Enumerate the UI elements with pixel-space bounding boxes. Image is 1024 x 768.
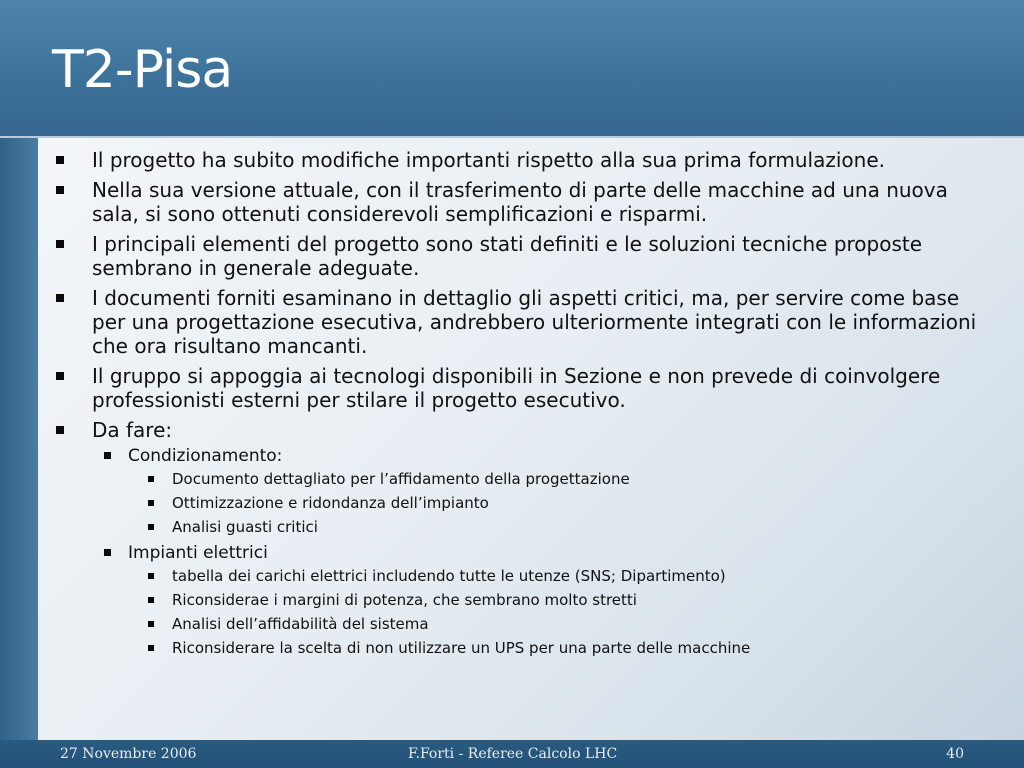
square-bullet-icon [56, 426, 64, 434]
footer-date: 27 Novembre 2006 [60, 746, 197, 762]
todo-item [128, 636, 994, 660]
todo-item-text: Ottimizzazione e ridondanza dell’impianto [172, 494, 489, 512]
square-bullet-icon [148, 597, 154, 603]
square-bullet-icon [56, 186, 64, 194]
todo-item [128, 588, 994, 612]
slide-title: T2-Pisa [52, 40, 233, 100]
todo-item-list [128, 467, 994, 539]
footer-author-event: F.Forti - Referee Calcolo LHC [408, 746, 618, 762]
todo-item [128, 564, 994, 588]
todo-item-text: Riconsiderae i margini di potenza, che sembrano molto stretti [172, 591, 637, 609]
todo-item-text: Documento dettagliato per l’affidamento della progettazione [172, 470, 630, 488]
todo-item-text: tabella dei carichi elettrici includendo tutte le utenze (SNS; Dipartimento) [172, 567, 726, 585]
bullet-item [54, 232, 994, 280]
footer-page-number: 40 [946, 746, 964, 762]
bullet-text: I principali elementi del progetto sono stati definiti e le soluzioni tecniche proposte sembrano in generale adeguate. [92, 232, 923, 280]
todo-item [128, 515, 994, 539]
bullet-text: I documenti forniti esaminano in dettaglio gli aspetti critici, ma, per servire come base per una progettazione esecutiva, andrebbero ulteriormente integrati con le informazioni che ora risultano mancanti. [92, 286, 977, 358]
background-watermark-decoration: ​ [996, 656, 1012, 730]
todo-item [128, 467, 994, 491]
bullet-item [54, 364, 994, 412]
square-bullet-icon [56, 372, 64, 380]
todo-sublist [92, 445, 994, 660]
slide-footer [0, 740, 1024, 768]
bullet-item-todo [54, 418, 994, 660]
square-bullet-icon [148, 476, 154, 482]
todo-item-text: Analisi dell’affidabilità del sistema [172, 615, 429, 633]
bullet-item [54, 286, 994, 358]
square-bullet-icon [104, 452, 111, 459]
todo-category-label: Condizionamento: [128, 446, 283, 466]
todo-category [92, 445, 994, 539]
square-bullet-icon [148, 621, 154, 627]
square-bullet-icon [148, 524, 154, 530]
bullet-text: Nella sua versione attuale, con il trasferimento di parte delle macchine ad una nuova sala, si sono ottenuti considerevoli semplificazioni e risparmi. [92, 178, 948, 226]
todo-category-label: Impianti elettrici [128, 543, 268, 563]
todo-item-list [128, 564, 994, 660]
todo-category [92, 542, 994, 660]
bullet-item [54, 178, 994, 226]
square-bullet-icon [56, 156, 64, 164]
todo-item-text: Analisi guasti critici [172, 518, 318, 536]
bullet-text: Il progetto ha subito modifiche importanti rispetto alla sua prima formulazione. [92, 148, 885, 172]
left-edge-bar [0, 138, 38, 740]
square-bullet-icon [148, 500, 154, 506]
square-bullet-icon [148, 573, 154, 579]
todo-item-text: Riconsiderare la scelta di non utilizzare un UPS per una parte delle macchine [172, 639, 751, 657]
square-bullet-icon [56, 294, 64, 302]
bullet-list [54, 148, 994, 666]
square-bullet-icon [104, 549, 111, 556]
bullet-text: Il gruppo si appoggia ai tecnologi disponibili in Sezione e non prevede di coinvolgere professionisti esterni per stilare il progetto esecutivo. [92, 364, 941, 412]
square-bullet-icon [148, 645, 154, 651]
slide-header [0, 0, 1024, 138]
todo-item [128, 491, 994, 515]
bullet-text: Da fare: [92, 418, 173, 442]
bullet-item [54, 148, 994, 172]
square-bullet-icon [56, 240, 64, 248]
todo-item [128, 612, 994, 636]
